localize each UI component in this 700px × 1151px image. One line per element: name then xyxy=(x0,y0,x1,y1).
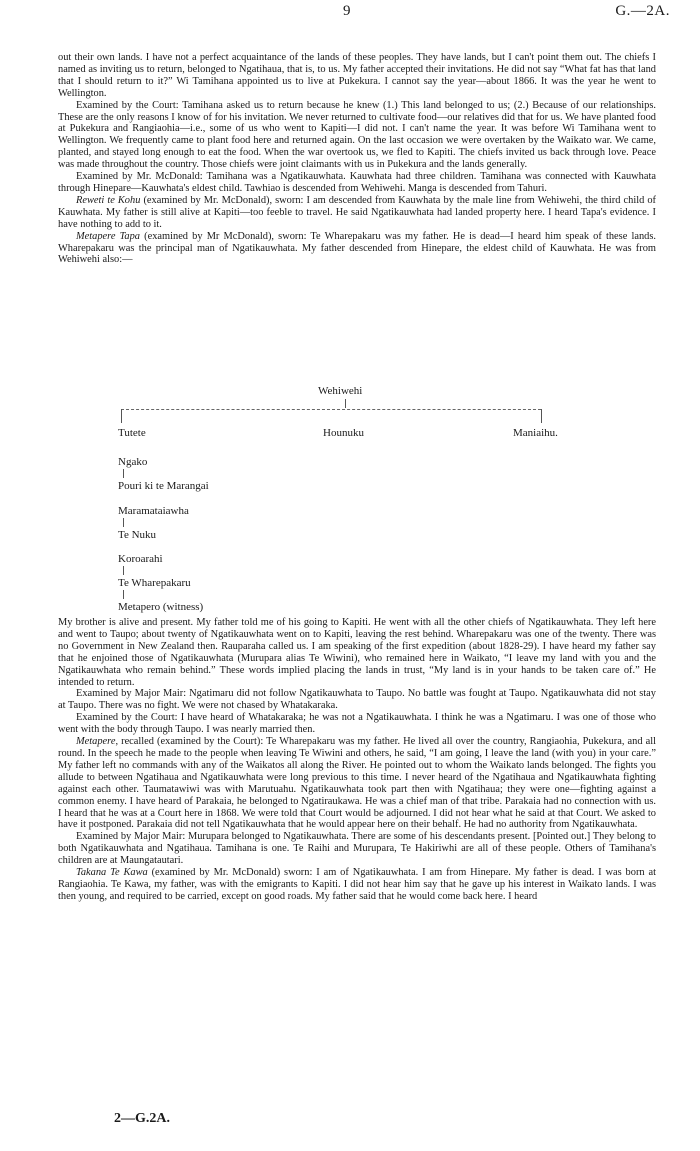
paragraph: My brother is alive and present. My father told me of his going to Kapiti. He went with all the other chiefs of Ngatikauwhata. They left here and went to Taupo; about twenty of Ngatikauwhata went on to Kapiti, leaving the rest behind. Wharepakaru was one of the twenty. There was no Government in New Zealand then. Rauparaha called us. I am speaking of the first expedition (about 1828-29). I have heard my father say that he enjoined those of Ngatikauwhata (Murupara alias Te Wiwini), who remained here in Waikato, “I leave my land with you and the Ngatikauwhata who remain behind.” These words implied placing the lands in trust, “My land is in your hands to be taken care of.” He intended to return. xyxy=(58,617,656,688)
paragraph: Examined by Major Mair: Ngatimaru did not follow Ngatikauwhata to Taupo. No battle was fought at Taupo. Ngatikauwhata did not stay at Taupo. There was no fight. We were not chased by Whatakaraka. xyxy=(58,688,656,712)
testimony-text: , recalled (examined by the Court): Te Wharepakaru was my father. He lived all over the country, Rangiaohia, Pukekura, and all round. In the speech he made to the people when leaving Te Wiwini and others, he said, “I am going, I leave the land (with you) in your care.” My father left no commands with any of the Waikatos all along the River. He pointed out to whom the Waikato lands belonged. The fights you allude to between Ngatihaua and Ngatikauwhata were long previous to this time. I never heard of the Ngatihaua and Ngatikauwhata fighting against each other. Taumatawiwi was with Marutuahu. Ngatikauwhata took part then with Ngatihaua; they were one—fighting against a common enemy. I have heard of Parakaia, he belonged to Ngatiraukawa. He was a chief man of that tribe. Parakaia had no connection with us. I heard that he was at a Court here in 1868. We were told that Court would be adjourned. I did not hear what he said at that Court. We asked to have it postponed. Parakaia did not tell Ngatikauwhata that he would appear here on their behalf. He had no authority from Ngatikauwhata. xyxy=(58,736,656,831)
text-block-bottom xyxy=(58,617,656,903)
tree-connector xyxy=(123,590,124,599)
genealogy-branch: Maniaihu. xyxy=(513,427,558,439)
paragraph: Examined by Mr. McDonald: Tamihana was a Ngatikauwhata. Kauwhata had three children. Tamihana was connected with Kauwhata through Hinepare—Kauwhata's eldest child. Tawhiao is descended from Wehiwehi. Manga is descended from Tahuri. xyxy=(58,171,656,194)
genealogy-person: Ngako xyxy=(118,456,148,468)
genealogy-person: Te Wharepakaru xyxy=(118,577,191,589)
genealogy-person: Maramataiawha xyxy=(118,505,189,517)
paragraph: Examined by the Court: Tamihana asked us to return because he knew (1.) This land belonged to us; (2.) Because of our relationships. These are the only reasons I know of for his invitation. We never returned to cultivate food—our relatives did that for us. We have planted food at Pukekura and Rangiaohia—i.e., some of us who went to Kapiti—I did not. I can't name the year. It was before Wi Tamihana went to Wellington. We frequently came to plant food here and returned again. On the last occasion we were overtaken by the Waikato war. We came, planted, and stayed long enough to eat the food. When the war overtook us, we fled to Kapiti. The chiefs invited us back through love. Peace was made throughout the country. Those chiefs were joint claimants with us in Pukekura and the lands generally. xyxy=(58,99,656,171)
paragraph: Examined by the Court: I have heard of Whatakaraka; he was not a Ngatikauwhata. I think he was a Ngatimaru. I was one of those who went with the body through Taupo. I was nearly married then. xyxy=(58,712,656,736)
signature-code: 2—G.2A. xyxy=(114,1111,170,1126)
genealogy-person: Koroarahi xyxy=(118,553,163,565)
genealogy-branch: Tutete xyxy=(118,427,146,439)
document-id: G.—2A. xyxy=(615,3,670,19)
page-number: 9 xyxy=(343,3,351,19)
tree-connector xyxy=(121,409,122,423)
tree-connector xyxy=(345,399,346,408)
testimony-text: (examined by Mr. McDonald) sworn: I am of Ngatikauwhata. I am from Hinepare. My father is dead. I was born at Rangiaohia. Te Kawa, my father, was with the emigrants to Kapiti. I did not hear him say that he gave up his interest in Waikato lands. I was then young, and required to be carried, except on good roads. My father said that he would come back here. I heard xyxy=(58,867,656,902)
genealogy-branch: Hounuku xyxy=(323,427,364,439)
genealogy-person: Pouri ki te Marangai xyxy=(118,480,209,492)
paragraph-takana xyxy=(58,867,656,903)
testimony-text: (examined by Mr. McDonald), sworn: I am descended from Kauwhata by the male line from Wehiwehi, the third child of Kauwhata. My father is still alive at Kapiti—too feeble to travel. He said Ngatikauwhata had landed property here. I heard Tapa's evidence. I have nothing to add to it. xyxy=(58,194,656,230)
genealogy-person: Metapero (witness) xyxy=(118,601,204,613)
genealogy-root: Wehiwehi xyxy=(318,385,363,397)
tree-connector xyxy=(123,469,124,478)
paragraph: Examined by Major Mair: Murupara belonged to Ngatikauwhata. There are some of his descendants present. [Pointed out.] They belong to both Ngatikauwhata and Ngatihaua. Tamihana is one. Te Raihi and Murupara, Te Hakiriwhi are all of these people. Others of Tamihana's children are at Maungatautari. xyxy=(58,831,656,867)
testimony-text: (examined by Mr McDonald), sworn: Te Wharepakaru was my father. He is dead—I heard him speak of these lands. Wharepakaru was the principal man of Ngatikauwhata. My father descended from Hinepare, the eldest child of Kauwhata. He was from Wehiwehi also:— xyxy=(58,230,657,266)
witness-name: Metapere xyxy=(76,736,116,748)
witness-name: Metapere Tapa xyxy=(76,230,140,242)
tree-branch-line xyxy=(121,409,541,410)
paragraph: out their own lands. I have not a perfect acquaintance of the lands of these peoples. They have lands, but I can't point them out. The chiefs I named as inviting us to return, belonged to Ngatihaua, that is, to us. My father accepted their invitations. He did not say “What fat has that land that I should return to it?” Wi Tamihana appointed us to live at Pukekura. I cannot say the year—about 1866. It was the year he went to Wellington. xyxy=(58,52,656,99)
tree-connector xyxy=(123,566,124,575)
witness-name: Reweti te Kohu xyxy=(76,194,141,206)
tree-connector xyxy=(123,518,124,527)
genealogy-person: Te Nuku xyxy=(118,529,157,541)
tree-connector xyxy=(541,409,542,423)
paragraph-metapere-recalled xyxy=(58,736,656,831)
witness-name: Takana Te Kawa xyxy=(76,867,148,879)
